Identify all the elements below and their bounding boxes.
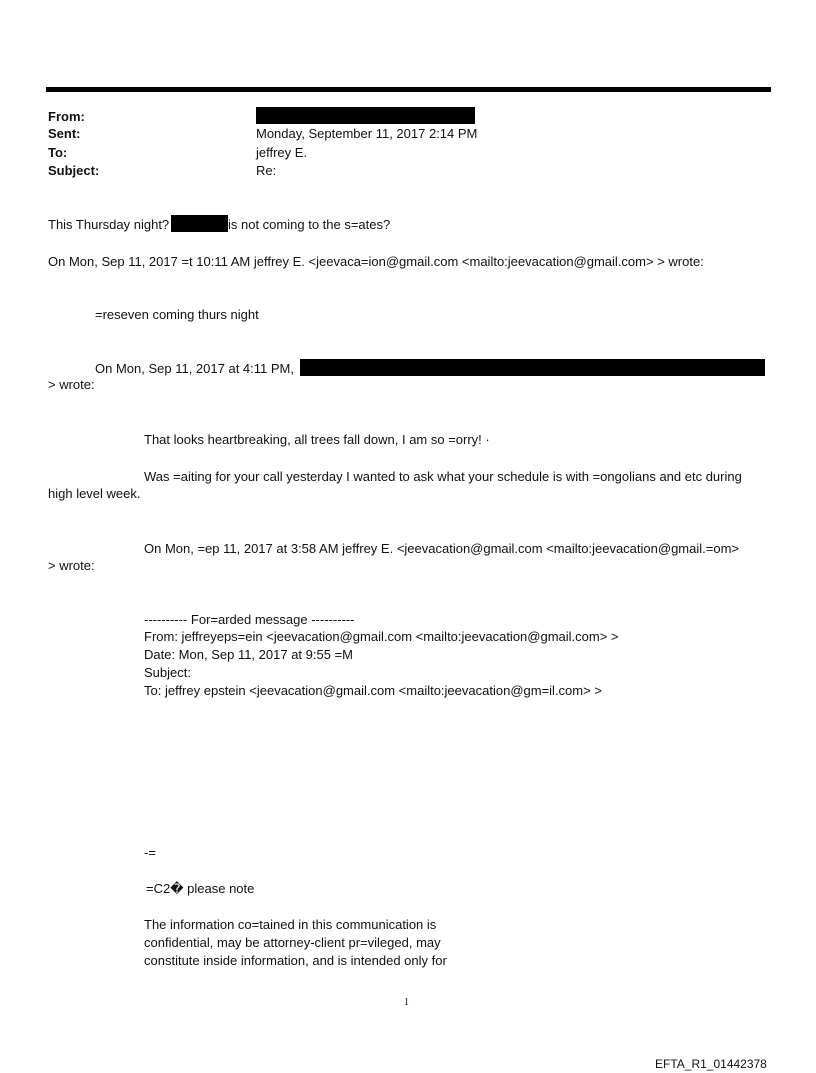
sent-label: Sent:	[48, 126, 81, 141]
disclaimer-line-1: The information co=tained in this communication is	[144, 917, 437, 932]
reply-line-1: =reseven coming thurs night	[95, 307, 259, 322]
quote-header-2-end: > wrote:	[48, 377, 95, 392]
reply-line-2: That looks heartbreaking, all trees fall down, I am so =orry! ·	[144, 432, 490, 447]
redacted-email	[300, 359, 765, 376]
signature-note: =C2� please note	[146, 881, 255, 896]
forwarded-from: From: jeffreyeps=ein <jeevacation@gmail.com <mailto:jeevacation@gmail.com> >	[144, 629, 619, 644]
body-line-1b: is not coming to the s=ates?	[228, 217, 391, 232]
quote-header-1: On Mon, Sep 11, 2017 =t 10:11 AM jeffrey E. <jeevaca=ion@gmail.com <mailto:jeevacation@gmail.com> > wrote:	[48, 254, 704, 269]
forwarded-to: To: jeffrey epstein <jeevacation@gmail.com <mailto:jeevacation@gm=il.com> >	[144, 683, 602, 698]
subject-label: Subject:	[48, 163, 100, 178]
quote-header-2: On Mon, Sep 11, 2017 at 4:11 PM,	[95, 361, 294, 376]
disclaimer-line-2: confidential, may be attorney-client pr=vileged, may	[144, 935, 441, 950]
sent-value: Monday, September 11, 2017 2:14 PM	[256, 126, 478, 141]
redacted-name	[171, 215, 228, 232]
page-number: 1	[404, 997, 409, 1008]
quote-header-3: On Mon, =ep 11, 2017 at 3:58 AM jeffrey E. <jeevacation@gmail.com <mailto:jeevacation@gmail.=om>	[144, 541, 739, 556]
body-line-1a: This Thursday night?	[48, 217, 170, 232]
forwarded-header: ---------- For=arded message ----------	[144, 612, 355, 627]
header-rule	[46, 87, 771, 92]
to-label: To:	[48, 145, 68, 160]
redacted-sender	[256, 107, 475, 124]
reply-line-3b: high level week.	[48, 486, 141, 501]
forwarded-subject: Subject:	[144, 665, 191, 680]
from-label: From:	[48, 109, 85, 124]
signature-separator: -=	[144, 845, 156, 860]
disclaimer-line-3: constitute inside information, and is intended only for	[144, 953, 447, 968]
subject-value: Re:	[256, 163, 277, 178]
reply-line-3a: Was =aiting for your call yesterday I wanted to ask what your schedule is with =ongolians and etc during	[144, 469, 742, 484]
forwarded-date: Date: Mon, Sep 11, 2017 at 9:55 =M	[144, 647, 353, 662]
to-value: jeffrey E.	[256, 145, 308, 160]
document-id: EFTA_R1_01442378	[655, 1057, 767, 1071]
quote-header-3-end: > wrote:	[48, 558, 95, 573]
